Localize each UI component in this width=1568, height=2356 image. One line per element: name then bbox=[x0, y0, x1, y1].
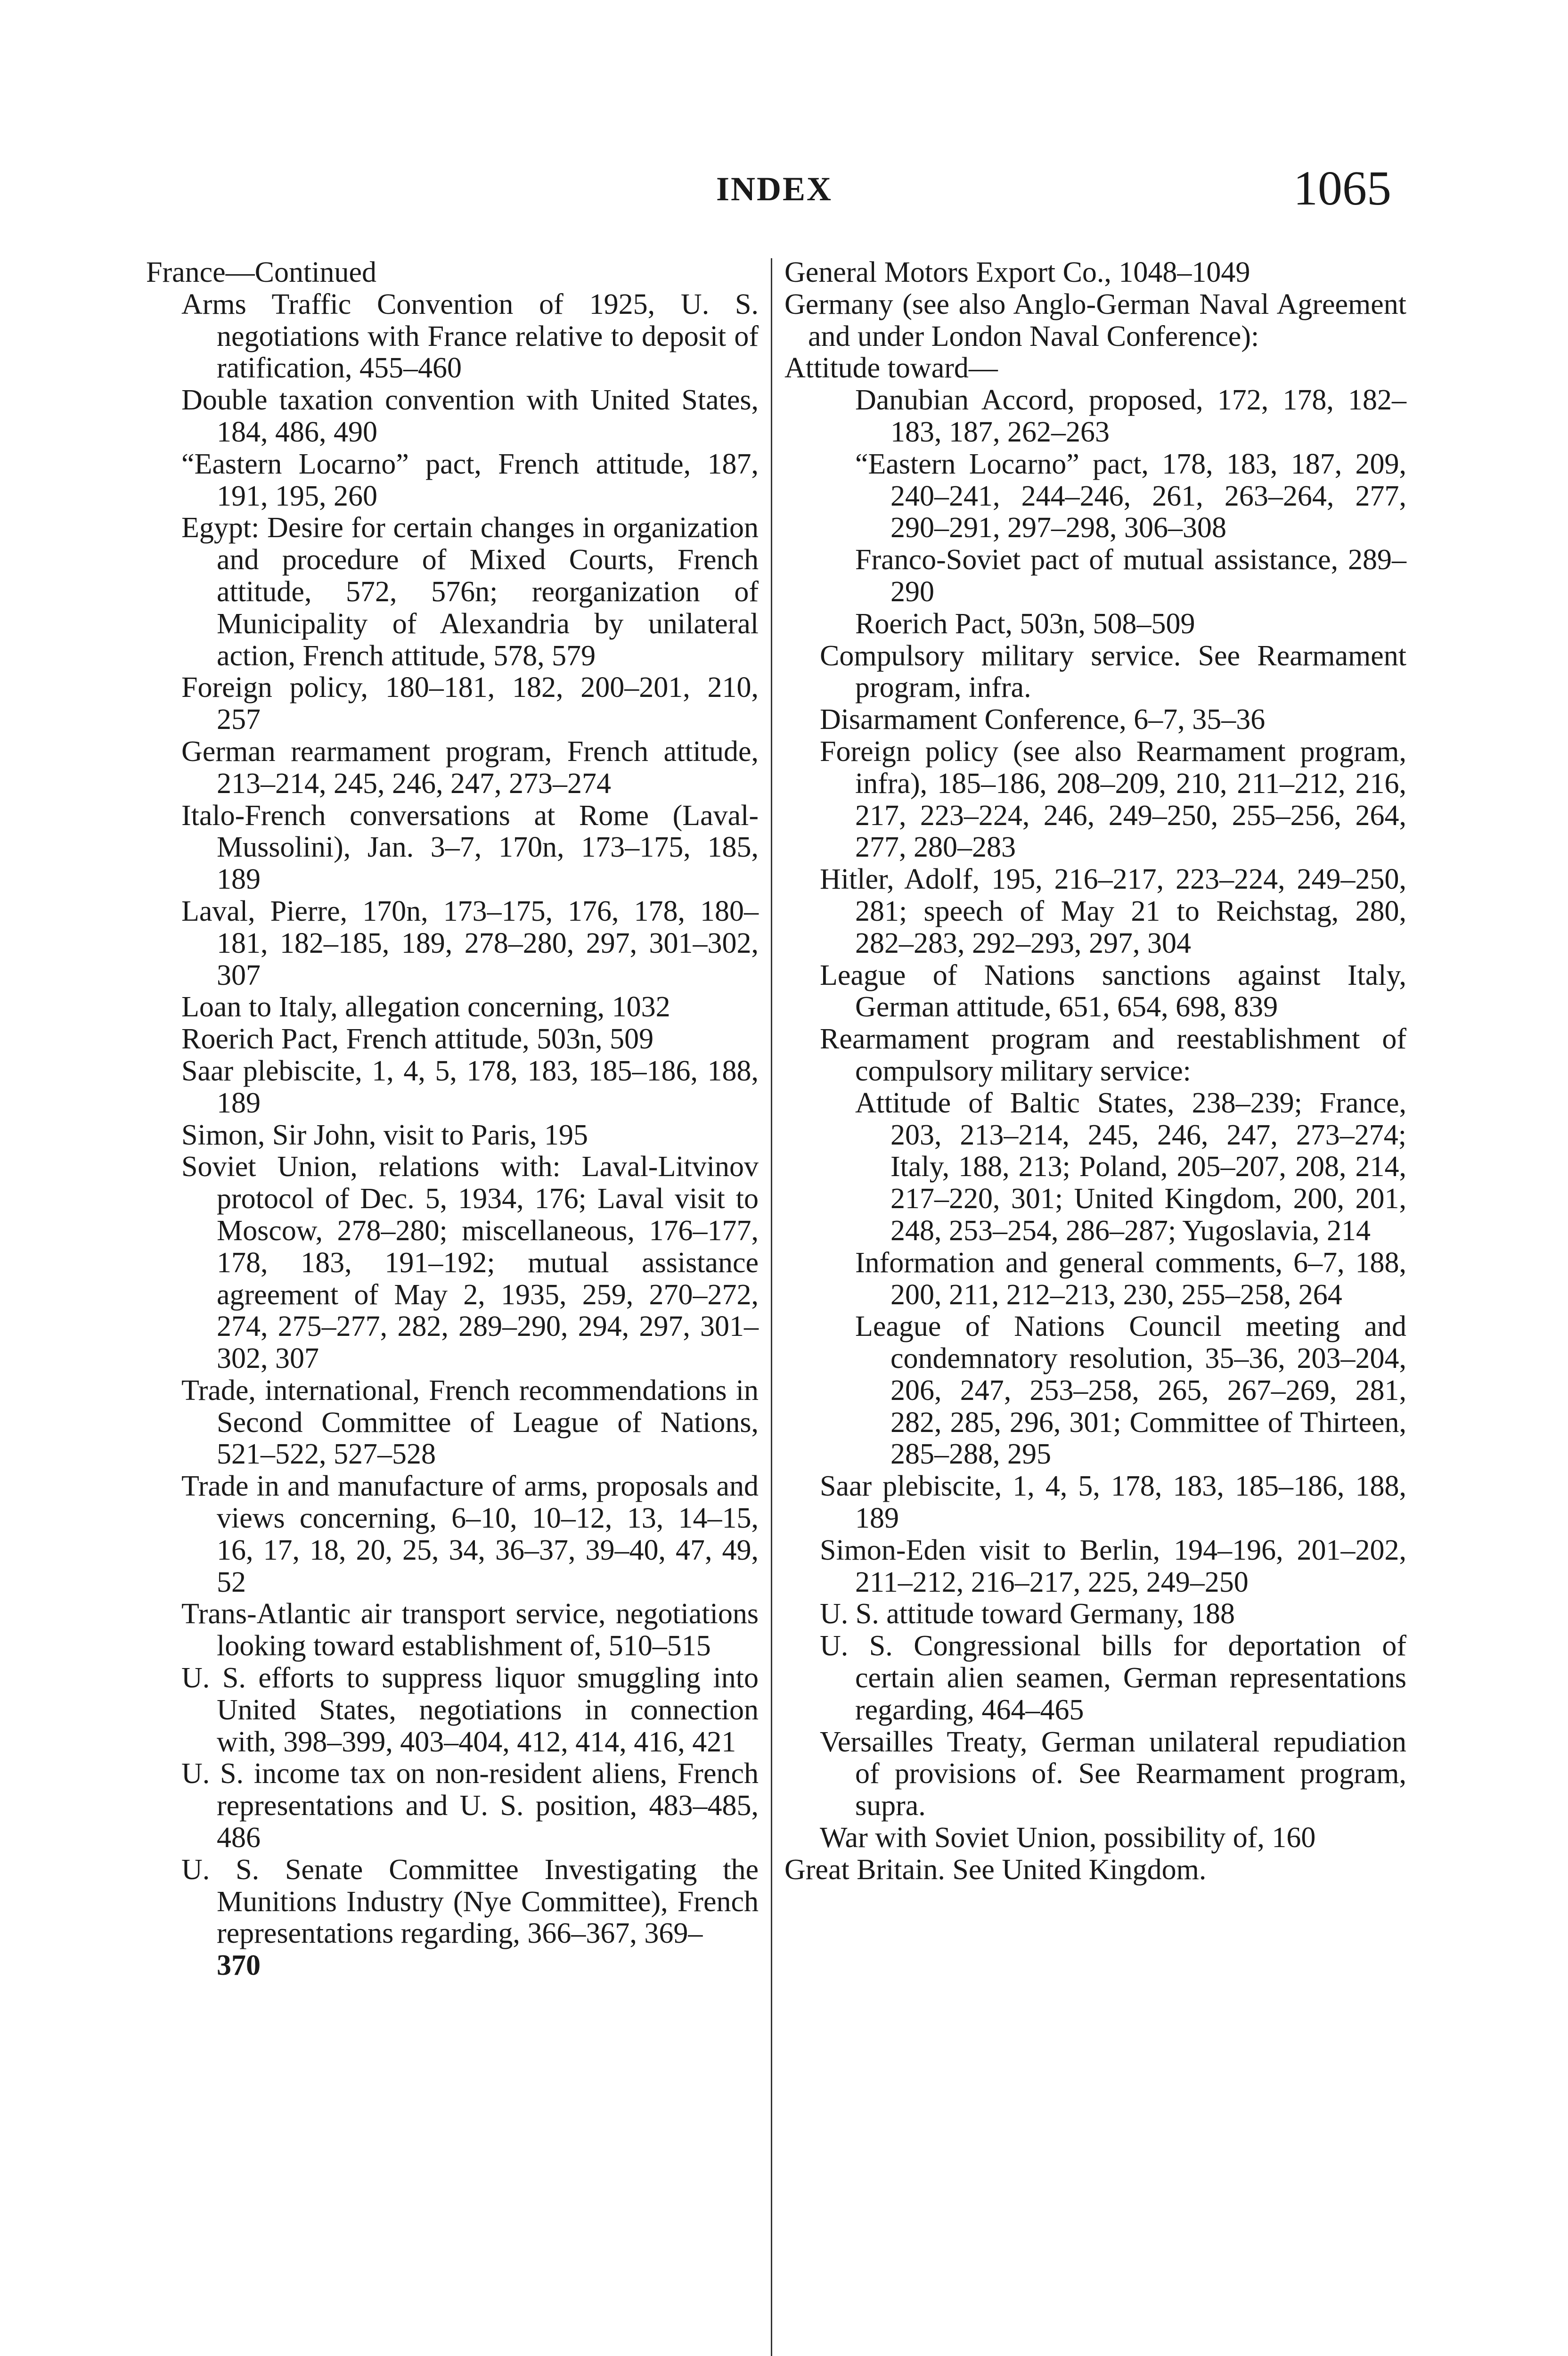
index-subentry: War with Soviet Union, possibility of, 160 bbox=[820, 1822, 1316, 1854]
index-subentry: Double taxation convention with United States, 184, 486, 490 bbox=[181, 384, 759, 448]
index-entry: General Motors Export Co., 1048–1049 bbox=[784, 256, 1250, 288]
index-subentry: League of Nations Council meeting and condemnatory resolution, 35–36, 203–204, 206, 247, 253–258, 265, 267–269, 281, 282, 285, 296, 301; Committee of Thirteen, 285–288, 295 bbox=[855, 1310, 1406, 1471]
index-subentry: League of Nations sanctions against Italy, German attitude, 651, 654, 698, 839 bbox=[820, 959, 1406, 1023]
index-subentry: Versailles Treaty, German unilateral repudiation of provisions of. See Rearmament program, supra. bbox=[820, 1726, 1406, 1822]
index-subentry: Simon-Eden visit to Berlin, 194–196, 201–202, 211–212, 216–217, 225, 249–250 bbox=[820, 1534, 1406, 1598]
index-subentry: Hitler, Adolf, 195, 216–217, 223–224, 249–250, 281; speech of May 21 to Reichstag, 280, 282–283, 292–293, 297, 304 bbox=[820, 863, 1406, 959]
index-subentry: Simon, Sir John, visit to Paris, 195 bbox=[181, 1119, 588, 1151]
index-column-left bbox=[146, 257, 759, 1982]
index-subentry: Italo-French conversations at Rome (Laval-Mussolini), Jan. 3–7, 170n, 173–175, 185, 189 bbox=[181, 799, 759, 896]
index-continuation: 370 bbox=[217, 1949, 261, 1982]
index-heading: France—Continued bbox=[146, 256, 377, 288]
index-subentry: Compulsory military service. See Rearmament program, infra. bbox=[820, 639, 1406, 704]
index-subentry: Roerich Pact, French attitude, 503n, 509 bbox=[181, 1023, 654, 1055]
index-subentry: Egypt: Desire for certain changes in organization and procedure of Mixed Courts, French attitude, 572, 576n; reorganization of Municipality of Alexandria by unilateral action, French attitude, 578, 579 bbox=[181, 512, 759, 672]
index-subentry: Foreign policy, 180–181, 182, 200–201, 210, 257 bbox=[181, 671, 759, 736]
index-subentry: “Eastern Locarno” pact, 178, 183, 187, 209, 240–241, 244–246, 261, 263–264, 277, 290–291, 297–298, 306–308 bbox=[855, 448, 1406, 544]
index-subentry: Saar plebiscite, 1, 4, 5, 178, 183, 185–186, 188, 189 bbox=[181, 1055, 759, 1119]
index-subentry: U. S. Senate Committee Investigating the Munitions Industry (Nye Committee), French representations regarding, 366–367, 369– bbox=[181, 1853, 759, 1950]
index-subentry: Saar plebiscite, 1, 4, 5, 178, 183, 185–186, 188, 189 bbox=[820, 1470, 1406, 1535]
index-subentry: U. S. income tax on non-resident aliens, French representations and U. S. position, 483–485, 486 bbox=[181, 1758, 759, 1854]
index-subentry: Trade in and manufacture of arms, proposals and views concerning, 6–10, 10–12, 13, 14–15, 16, 17, 18, 20, 25, 34, 36–37, 39–40, 47, 49, 52 bbox=[181, 1470, 759, 1598]
index-subentry: U. S. Congressional bills for deportation of certain alien seamen, German representations regarding, 464–465 bbox=[820, 1630, 1406, 1726]
page-header bbox=[0, 160, 1568, 226]
index-subentry: Danubian Accord, proposed, 172, 178, 182–183, 187, 262–263 bbox=[855, 384, 1406, 448]
column-divider bbox=[771, 258, 772, 2356]
index-subentry: Loan to Italy, allegation concerning, 1032 bbox=[181, 991, 670, 1023]
page-number: 1065 bbox=[1293, 161, 1391, 215]
index-subentry: Soviet Union, relations with: Laval-Litvinov protocol of Dec. 5, 1934, 176; Laval visit to Moscow, 278–280; miscellaneous, 176–177, 178, 183, 191–192; mutual assistance agreement of May 2, 1935, 259, 270–272, 274, 275–277, 282, 289–290, 294, 297, 301–302, 307 bbox=[181, 1151, 759, 1375]
index-entry: Germany (see also Anglo-German Naval Agreement and under London Naval Conference): bbox=[784, 288, 1406, 352]
index-subentry: Foreign policy (see also Rearmament program, infra), 185–186, 208–209, 210, 211–212, 216, 217, 223–224, 246, 249–250, 255–256, 264, 277, 280–283 bbox=[820, 735, 1406, 864]
index-subentry: Franco-Soviet pact of mutual assistance, 289–290 bbox=[855, 544, 1406, 608]
index-column-right bbox=[784, 257, 1406, 1886]
index-subentry: German rearmament program, French attitude, 213–214, 245, 246, 247, 273–274 bbox=[181, 735, 759, 800]
index-subentry: Attitude of Baltic States, 238–239; France, 203, 213–214, 245, 246, 247, 273–274; Italy, 188, 213; Poland, 205–207, 208, 214, 217–220, 301; United Kingdom, 200, 201, 248, 253–254, 286–287; Yugoslavia, 214 bbox=[855, 1087, 1406, 1247]
index-subentry: Information and general comments, 6–7, 188, 200, 211, 212–213, 230, 255–258, 264 bbox=[855, 1246, 1406, 1311]
index-subentry: Trans-Atlantic air transport service, negotiations looking toward establishment of, 510–515 bbox=[181, 1598, 759, 1662]
index-subentry: Roerich Pact, 503n, 508–509 bbox=[855, 607, 1195, 640]
index-subentry: Laval, Pierre, 170n, 173–175, 176, 178, 180–181, 182–185, 189, 278–280, 297, 301–302, 307 bbox=[181, 895, 759, 991]
index-entry: Attitude toward— bbox=[784, 352, 998, 384]
index-entry: Great Britain. See United Kingdom. bbox=[784, 1853, 1207, 1886]
index-subentry: “Eastern Locarno” pact, French attitude, 187, 191, 195, 260 bbox=[181, 448, 759, 512]
index-subentry: Rearmament program and reestablishment of compulsory military service: bbox=[820, 1023, 1406, 1087]
index-subentry: Arms Traffic Convention of 1925, U. S. negotiations with France relative to deposit of ratification, 455–460 bbox=[181, 288, 759, 384]
index-subentry: U. S. efforts to suppress liquor smuggling into United States, negotiations in connection with, 398–399, 403–404, 412, 414, 416, 421 bbox=[181, 1662, 759, 1758]
index-subentry: U. S. attitude toward Germany, 188 bbox=[820, 1598, 1235, 1630]
index-subentry: Trade, international, French recommendations in Second Committee of League of Nations, 521–522, 527–528 bbox=[181, 1374, 759, 1471]
running-head: INDEX bbox=[716, 170, 833, 208]
index-subentry: Disarmament Conference, 6–7, 35–36 bbox=[820, 704, 1266, 736]
